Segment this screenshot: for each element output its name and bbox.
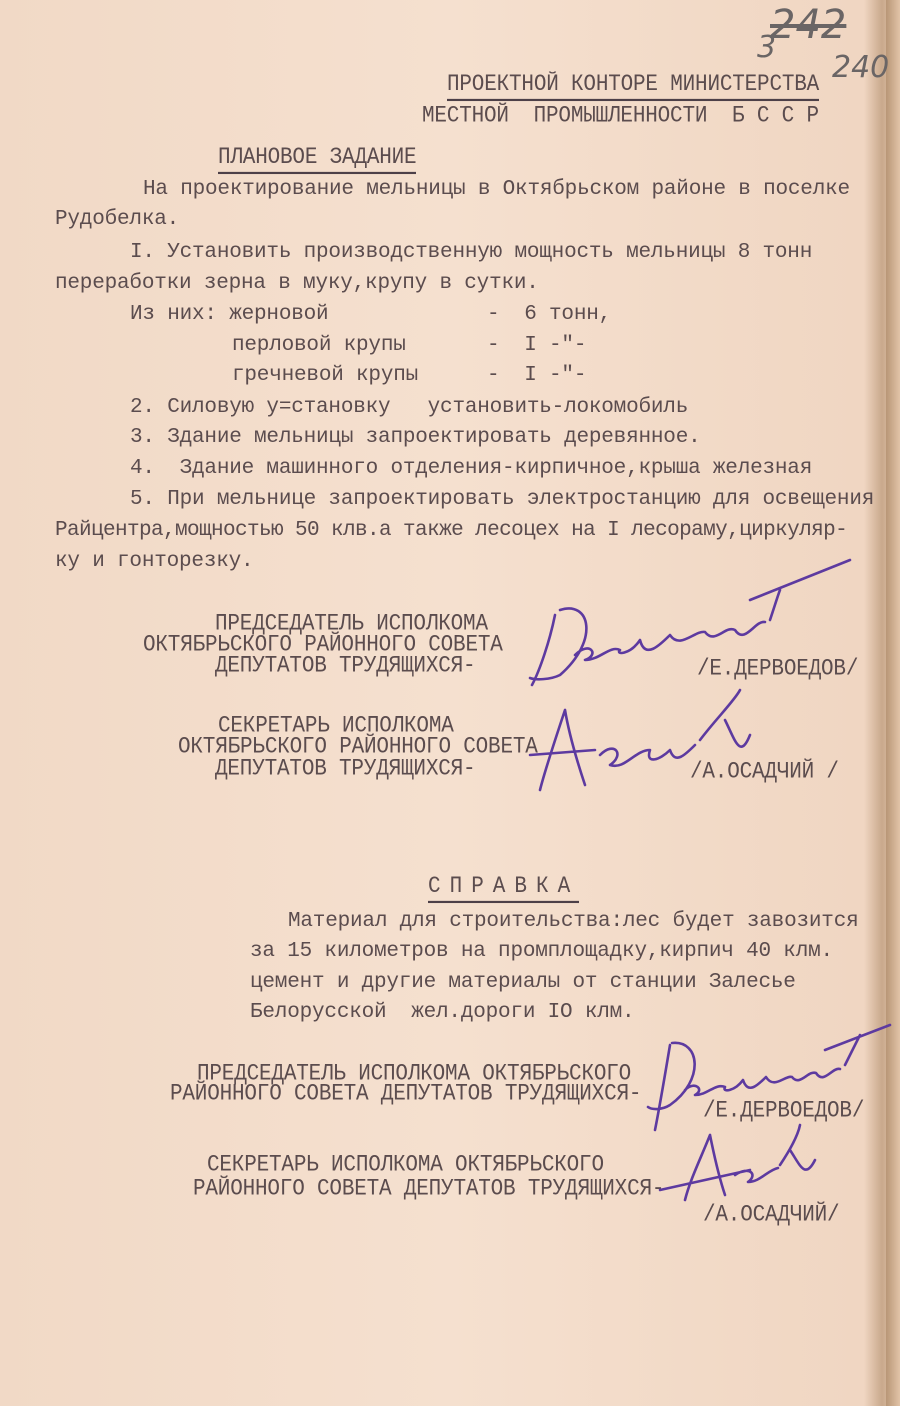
archive-mark: 3 <box>757 30 777 65</box>
body-line: 4. Здание машинного отделения-кирпичное,крыша железная <box>130 457 813 480</box>
page-edge <box>886 0 900 1406</box>
breakdown-label: перловой крупы <box>232 334 406 357</box>
signature1-secretary-title: ДЕПУТАТОВ ТРУДЯЩИХСЯ- <box>215 757 476 782</box>
signature1-secretary-title: ОКТЯБРЬСКОГО РАЙОННОГО СОВЕТА <box>178 735 538 760</box>
reference-title: СПРАВКА <box>428 875 579 903</box>
breakdown-label: Из них: жерновой <box>130 303 329 326</box>
body-line: Райцентра,мощностью 50 клв.а также лесоцех на I лесораму,циркуляр- <box>55 519 848 542</box>
chair-signature-1 <box>520 560 850 700</box>
addressee-line1: ПРОЕКТНОЙ КОНТОРЕ МИНИСТЕРСТВА <box>447 73 819 101</box>
archive-sheet-number-new: 240 <box>832 50 890 85</box>
reference-line: за 15 километров на промплощадку,кирпич 40 клм. <box>250 940 833 963</box>
addressee-line2: МЕСТНОЙ ПРОМЫШЛЕННОСТИ Б С С Р <box>422 104 819 129</box>
body-line: 5. При мельнице запроектировать электростанцию для освещения <box>130 488 875 511</box>
body-line: I. Установить производственную мощность мельницы 8 тонн <box>130 241 813 264</box>
breakdown-value: - I -"- <box>487 364 587 387</box>
signature1-chair-name: /Е.ДЕРВОЕДОВ/ <box>697 657 859 682</box>
archive-sheet-number-old: 242 <box>770 2 847 48</box>
body-line: 3. Здание мельницы запроектировать деревянное. <box>130 426 701 449</box>
secretary-signature-2 <box>640 1120 840 1210</box>
breakdown-value: - 6 тонн, <box>487 303 612 326</box>
document-title: ПЛАНОВОЕ ЗАДАНИЕ <box>218 146 416 174</box>
secretary-signature-1 <box>525 680 785 800</box>
body-line: На проектирование мельницы в Октябрьском районе в поселке <box>143 178 850 201</box>
reference-line: Материал для строительства:лес будет завозится <box>288 910 859 933</box>
signature2-secretary-title: РАЙОННОГО СОВЕТА ДЕПУТАТОВ ТРУДЯЩИХСЯ- <box>193 1177 665 1202</box>
breakdown-label: гречневой крупы <box>232 364 419 387</box>
signature1-chair-title: ОКТЯБРЬСКОГО РАЙОННОГО СОВЕТА <box>143 633 503 658</box>
body-line: ку и гонторезку. <box>55 550 254 573</box>
signature1-chair-title: ДЕПУТАТОВ ТРУДЯЩИХСЯ- <box>215 654 476 679</box>
body-line: переработки зерна в муку,крупу в сутки. <box>55 272 539 295</box>
signature1-secretary-name: /А.ОСАДЧИЙ / <box>690 760 839 785</box>
signature2-secretary-name: /А.ОСАДЧИЙ/ <box>703 1203 840 1228</box>
signature1-chair-title: ПРЕДСЕДАТЕЛЬ ИСПОЛКОМА <box>215 612 488 637</box>
reference-line: Белорусской жел.дороги IO клм. <box>250 1001 635 1024</box>
body-line: 2. Силовую у=становку установить-локомобиль <box>130 396 689 419</box>
signature2-chair-name: /Е.ДЕРВОЕДОВ/ <box>703 1099 865 1124</box>
signature2-chair-title: ПРЕДСЕДАТЕЛЬ ИСПОЛКОМА ОКТЯБРЬСКОГО <box>197 1062 632 1087</box>
body-line: Рудобелка. <box>55 208 180 231</box>
signature1-secretary-title: СЕКРЕТАРЬ ИСПОЛКОМА <box>218 714 454 739</box>
signature2-chair-title: РАЙОННОГО СОВЕТА ДЕПУТАТОВ ТРУДЯЩИХСЯ- <box>170 1082 642 1107</box>
breakdown-value: - I -"- <box>487 334 587 357</box>
signature2-secretary-title: СЕКРЕТАРЬ ИСПОЛКОМА ОКТЯБРЬСКОГО <box>207 1153 604 1178</box>
chair-signature-2 <box>640 1025 890 1135</box>
reference-line: цемент и другие материалы от станции Залесье <box>250 971 796 994</box>
